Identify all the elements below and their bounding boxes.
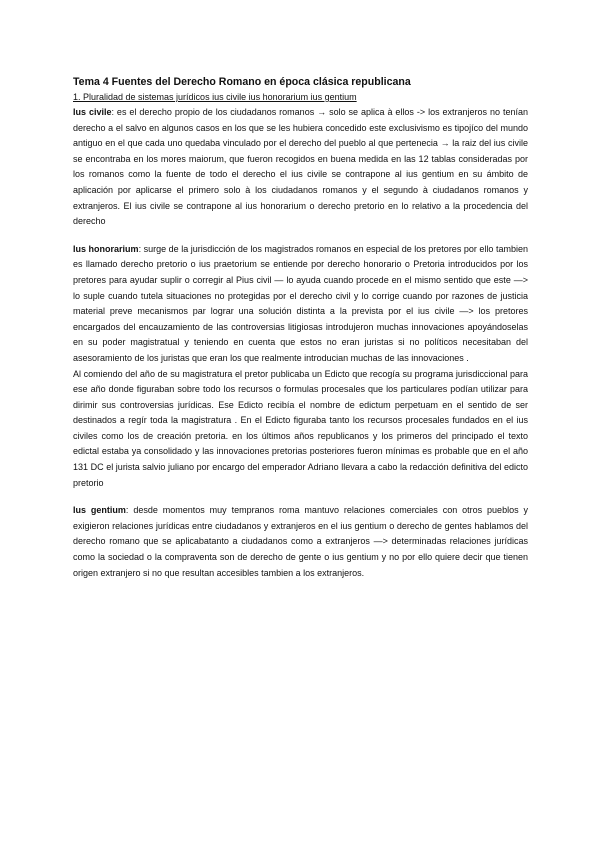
- paragraph-gap: [73, 491, 528, 503]
- paragraph-edicto: Al comiendo del año de su magistratura el pretor publicaba un Edicto que recogía su programa jurisdiccional para ese año donde figuraban sobre todo los recursos o formulas procesales que los particulares podían utilizar para dirimir sus controversias jurídicas. Ese Edicto recibía el nombre de edictum perpetuam en el sentido de ser destinados a regír toda la magistratura . En el Edicto figuraba tanto los recursos procesales fundados en el ius civiles como los de creación pretoria. en los últimos años republicanos y los primeros del principado el texto edictal estaba ya consolidado y las innovaciones pretorias posteriores fueron mínimas es probable que en el año 131 DC el jurista salvio juliano por encargo del emperador Adriano llevara a cabo la redacción definitiva del edicto pretorio: [73, 368, 528, 488]
- document-title: Tema 4 Fuentes del Derecho Romano en época clásica republicana: [73, 76, 411, 88]
- paragraph-ius-honorarium: [73, 242, 528, 367]
- text-ius-honorarium: : surge de la jurisdicción de los magistrados romanos en especial de los pretores por ello tambien es llamado derecho pretorio o ius praetorium se entiende por derecho honorario o Pretoria introducidos por los pretores para ayudar suplir o corregir al Pius civil — lo ayuda cuando procede en el mismo sentido que este —> lo suple cuando tutela situaciones no protegidas por el derecho civil y lo corrige cuando por razones de justicia material preve mecanismos par lograr una solución distinta a la prevista por el ius civile —> los pretores encargados del encauzamiento de las controversias litigiosas introdujeron muchas innovaciones apoyándoselas en su poder magistratual y teniendo en cuenta que estos no eran juristas si no políticos necesitaban del asesoramiento de los juristas que eran los que realmente introducian muchas de las innovaciones .: [73, 243, 528, 363]
- term-ius-gentium: Ius gentium: [73, 505, 126, 516]
- paragraph-gap: [73, 230, 528, 242]
- term-ius-honorarium: Ius honorarium: [73, 243, 139, 254]
- document-subtitle: 1. Pluralidad de sistemas jurídicos ius civile ius honorarium ius gentium: [73, 92, 357, 102]
- document-page: [73, 75, 528, 581]
- text-ius-gentium: : desde momentos muy tempranos roma mantuvo relaciones comerciales con otros pueblos y exigieron relaciones jurídicas entre ciudadanos y extranjeros en el ius gentium o derecho de gentes hablamos del derecho romano que se aplicabatanto a ciudadanos como a extranjeros —> determinadas relaciones jurídicas como la sociedad o la compraventa son de derecho de gente o ius gentium y no por ello quiere decir que tienen origen extranjero si no que resultan accesibles tambien a los extranjeros.: [73, 505, 528, 578]
- paragraph-ius-gentium: [73, 503, 528, 581]
- term-ius-civile: Ius civile: [73, 107, 112, 117]
- text-ius-civile: : es el derecho propio de los ciudadanos romanos → solo se aplica à ellos -> los extranjeros no tenían derecho a el salvo en algunos casos en los que se les hubiera concedido este exclusivismo es tipojíco del mundo antiguo en el que cada uno quedaba vinculado por el derecho del pueblo al que pertenecia → la raiz del ius civile se encontraba en los mores maiorum, que fueron recogidos en buena medida en las 12 tablas consideradas por los romanos como la fuente de todo el derecho el ius civile se contrapone al ius gentium en su ámbito de aplicación por aplicarse el primero solo à los ciudadanos romanos y el segundo à ciudadanos romanos y extranjeros. El ius civile se contrapone al ius honorarium o derecho pretorio en lo relativo a la procedencia del derecho: [73, 107, 528, 227]
- paragraph-ius-civile: [73, 105, 528, 230]
